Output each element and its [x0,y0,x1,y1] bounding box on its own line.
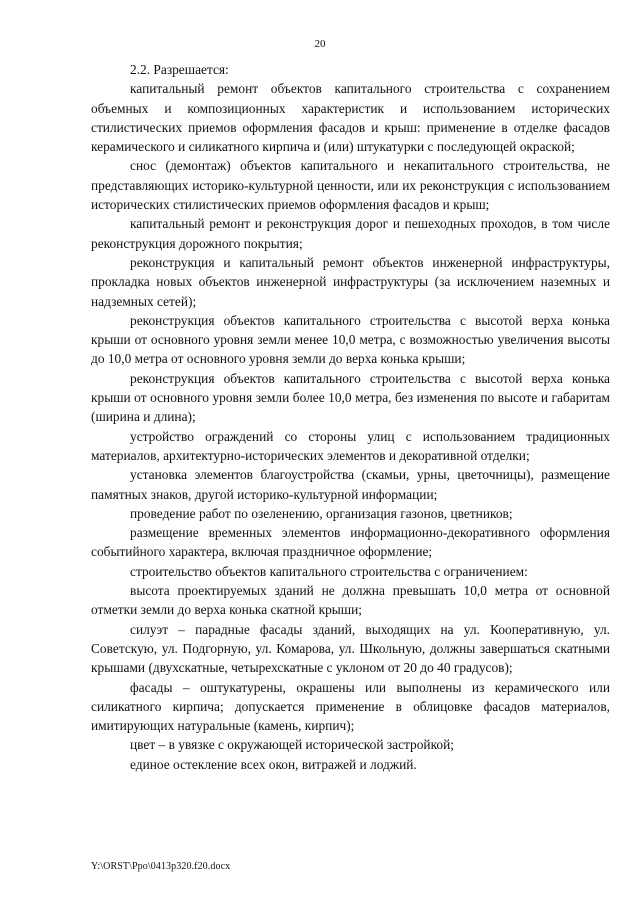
paragraph-height: высота проектируемых зданий не должна превышать 10,0 метра от основной отметки земли до верха конька скатной крыши; [91,583,610,618]
paragraph-color: цвет – в увязке с окружающей исторической застройкой; [130,737,455,753]
paragraph-temporary-decoration: размещение временных элементов информационно-декоративного оформления событийного характера, включая праздничное оформление; [91,525,610,560]
paragraph-glazing: единое остекление всех окон, витражей и лоджий. [130,756,417,772]
paragraph-landscaping-elements: установка элементов благоустройства (скамьи, урны, цветочницы), размещение памятных знаков, другой историко-культурной информации; [91,467,610,502]
paragraph-roads: капитальный ремонт и реконструкция дорог и пешеходных проходов, в том числе реконструкция дорожного покрытия; [91,216,610,251]
paragraph-reconstruction-under-10m: реконструкция объектов капитального строительства с высотой верха конька крыши от основного уровня земли менее 10,0 метра, с возможностью увеличения высоты до 10,0 метра от основного уровня земли до верха конька крыши; [91,312,610,367]
document-body [91,60,610,774]
paragraph-greening: проведение работ по озеленению, организация газонов, цветников; [130,505,513,521]
paragraph-silhouette: силуэт – парадные фасады зданий, выходящих на ул. Кооперативную, ул. Советскую, ул. Подгорную, ул. Комарова, ул. Школьную, должны завершаться скатными крышами (двухскатные, четырехскатные с уклоном от 20 до 40 градусов); [91,621,610,676]
paragraph-demolition: снос (демонтаж) объектов капитального и некапитального строительства, не представляющих историко-культурной ценности, или их реконструкция с использованием исторических стилистических приемов оформления фасадов и крыш; [91,158,610,213]
paragraph-reconstruction-over-10m: реконструкция объектов капитального строительства с высотой верха конька крыши от основного уровня земли более 10,0 метра, без изменения по высоте и габаритам (ширина и длина); [91,370,610,425]
paragraph-facades: фасады – оштукатурены, окрашены или выполнены из керамического или силикатного кирпича; допускается применение в облицовке фасадов материалов, имитирующих натуральные (камень, кирпич); [91,679,610,734]
paragraph-engineering-infrastructure: реконструкция и капитальный ремонт объектов инженерной инфраструктуры, прокладка новых объектов инженерной инфраструктуры (за исключением наземных и надземных сетей); [91,254,610,309]
footer-file-path: Y:\ORST\Ppo\0413p320.f20.docx [91,861,231,872]
page-number: 20 [314,38,326,50]
paragraph-construction-restrictions: строительство объектов капитального строительства с ограничением: [130,563,528,579]
section-heading: 2.2. Разрешается: [130,62,229,77]
paragraph-capital-repair: капитальный ремонт объектов капитального строительства с сохранением объемных и композиционных характеристик и использованием исторических стилистических приемов оформления фасадов и крыш: применение в отделке фасадов керамического и силикатного кирпича и (или) штукатурки с последующей окраской; [91,81,610,155]
paragraph-fences: устройство ограждений со стороны улиц с использованием традиционных материалов, архитектурно-исторических элементов и декоративной отделки; [91,428,610,463]
